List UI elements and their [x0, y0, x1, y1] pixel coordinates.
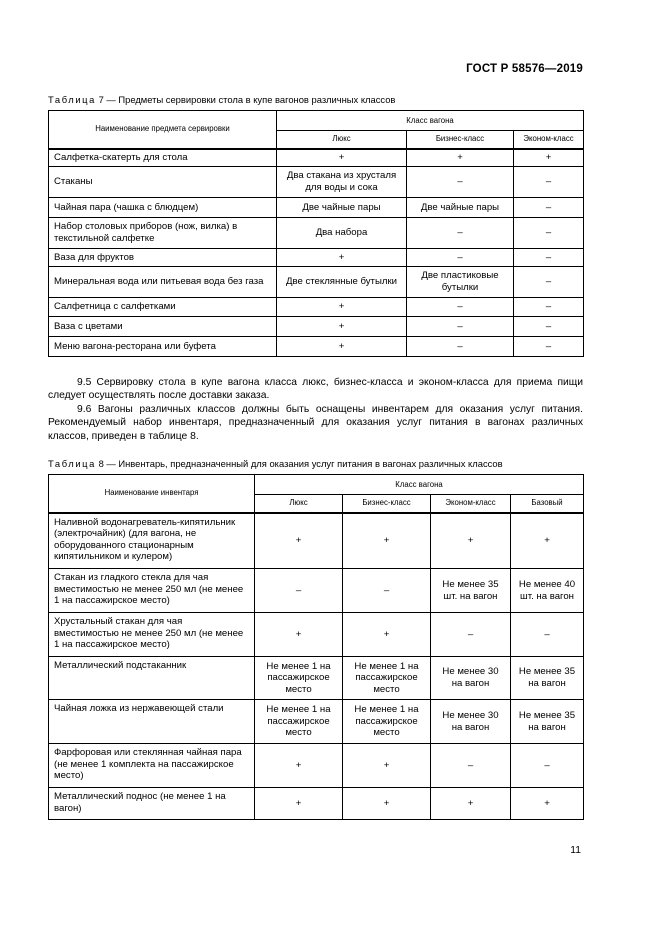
table8-cell: +: [343, 513, 431, 569]
table7-cell: –: [407, 167, 514, 198]
table7-header-class: Люкс: [277, 131, 407, 149]
table-row: [49, 218, 584, 249]
table-row: [49, 788, 584, 820]
table8-item: Чайная ложка из нержавеющей стали: [49, 700, 255, 744]
table7-cell: –: [514, 249, 584, 267]
table8-cell: Не менее 30 на вагон: [431, 657, 511, 700]
table-row: [49, 337, 584, 357]
table7-cell: +: [277, 317, 407, 337]
table7-item: Чайная пара (чашка с блюдцем): [49, 198, 277, 218]
table8-item: Наливной водонагреватель-кипятильник (электрочайник) (для вагона, не оборудованного стационарным кипятильником и кулером): [49, 513, 255, 569]
table8-cell: –: [255, 569, 343, 613]
paragraph-9-5: 9.5 Сервировку стола в купе вагона класса люкс, бизнес-класса и эконом-класса для приема пищи следует осуществлять после доставки заказа.: [48, 377, 583, 402]
table8-item: Хрустальный стакан для чая вместимостью не менее 250 мл (не менее 1 на пассажирское место): [49, 613, 255, 657]
table7-item: Ваза с цветами: [49, 317, 277, 337]
table7-cell: –: [407, 218, 514, 249]
table7-header-group: Класс вагона: [277, 111, 584, 131]
table7-cell: Два набора: [277, 218, 407, 249]
table7-cell: +: [277, 337, 407, 357]
table7: [48, 110, 584, 357]
table7-cell: –: [514, 298, 584, 317]
table8-cell: +: [255, 788, 343, 820]
table7-item: Стаканы: [49, 167, 277, 198]
table8-caption: [48, 458, 503, 469]
table-row: [49, 569, 584, 613]
table-row: [49, 613, 584, 657]
table7-caption-prefix: Таблица: [48, 94, 96, 105]
table8-header-class: Люкс: [255, 495, 343, 513]
table8-cell: +: [343, 613, 431, 657]
table8-cell: –: [343, 569, 431, 613]
table7-cell: Две пластиковые бутылки: [407, 267, 514, 298]
table8-cell: +: [343, 788, 431, 820]
table7-cell: –: [514, 337, 584, 357]
table8-cell: Не менее 40 шт. на вагон: [511, 569, 584, 613]
table8-caption-prefix: Таблица: [48, 458, 96, 469]
table7-cell: +: [514, 149, 584, 167]
table8-header-item: Наименование инвентаря: [49, 475, 255, 513]
table7-cell: –: [514, 317, 584, 337]
table7-item: Салфетница с салфетками: [49, 298, 277, 317]
table8-cell: Не менее 1 на пассажирское место: [255, 700, 343, 744]
table8-cell: +: [343, 744, 431, 788]
table7-item: Ваза для фруктов: [49, 249, 277, 267]
table8-cell: +: [255, 744, 343, 788]
table8-cell: +: [431, 513, 511, 569]
table7-item: Минеральная вода или питьевая вода без газа: [49, 267, 277, 298]
document-code: ГОСТ Р 58576—2019: [466, 63, 583, 75]
paragraph-9-6: 9.6 Вагоны различных классов должны быть оснащены инвентарем для оказания услуг питания. Рекомендуемый набор инвентаря, предназначенный для оказания услуг питания в вагонах различных классов, приведен в таблице 8.: [48, 403, 583, 442]
page-number: 11: [570, 845, 581, 856]
table8-cell: +: [511, 513, 584, 569]
table8-cell: Не менее 30 на вагон: [431, 700, 511, 744]
table8-cell: –: [511, 613, 584, 657]
table-row: [49, 744, 584, 788]
table7-cell: Два стакана из хрусталя для воды и сока: [277, 167, 407, 198]
table7-cell: +: [407, 149, 514, 167]
table7-cell: +: [277, 149, 407, 167]
table7-cell: Две чайные пары: [277, 198, 407, 218]
table8-cell: +: [431, 788, 511, 820]
table8-cell: Не менее 35 на вагон: [511, 700, 584, 744]
table7-header-item: Наименование предмета сервировки: [49, 111, 277, 149]
table7-item: Меню вагона-ресторана или буфета: [49, 337, 277, 357]
table-row: [49, 700, 584, 744]
table-row: [49, 167, 584, 198]
table-row: [49, 317, 584, 337]
table8: [48, 474, 584, 820]
table7-header-class: Бизнес-класс: [407, 131, 514, 149]
table8-item: Металлический подстаканник: [49, 657, 255, 700]
table8-cell: –: [511, 744, 584, 788]
table-row: [49, 198, 584, 218]
table8-cell: –: [431, 744, 511, 788]
table7-cell: –: [514, 167, 584, 198]
table7-cell: –: [407, 298, 514, 317]
table8-cell: Не менее 35 шт. на вагон: [431, 569, 511, 613]
table7-cell: +: [277, 249, 407, 267]
table8-cell: Не менее 1 на пассажирское место: [343, 657, 431, 700]
table7-cell: –: [514, 267, 584, 298]
table7-caption: [48, 94, 395, 105]
table8-cell: Не менее 35 на вагон: [511, 657, 584, 700]
table-row: [49, 249, 584, 267]
table8-item: Металлический поднос (не менее 1 на вагон): [49, 788, 255, 820]
table8-cell: –: [431, 613, 511, 657]
table7-cell: –: [514, 218, 584, 249]
body-text: [48, 376, 583, 443]
table8-cell: +: [511, 788, 584, 820]
table8-cell: Не менее 1 на пассажирское место: [343, 700, 431, 744]
table7-caption-text: 7 — Предметы сервировки стола в купе вагонов различных классов: [95, 94, 396, 105]
table7-item: Салфетка-скатерть для стола: [49, 149, 277, 167]
table8-header-class: Эконом-класс: [431, 495, 511, 513]
table8-item: Стакан из гладкого стекла для чая вместимостью не менее 250 мл (не менее 1 на пассажирское место): [49, 569, 255, 613]
table7-cell: Две чайные пары: [407, 198, 514, 218]
table7-cell: Две стеклянные бутылки: [277, 267, 407, 298]
table7-cell: –: [407, 249, 514, 267]
table-row: [49, 298, 584, 317]
table8-cell: +: [255, 613, 343, 657]
table8-caption-text: 8 — Инвентарь, предназначенный для оказания услуг питания в вагонах различных классов: [95, 458, 503, 469]
table-row: [49, 657, 584, 700]
table8-cell: Не менее 1 на пассажирское место: [255, 657, 343, 700]
table7-cell: –: [407, 337, 514, 357]
table-row: [49, 267, 584, 298]
table8-header-class: Бизнес-класс: [343, 495, 431, 513]
table-row: [49, 513, 584, 569]
table7-cell: –: [407, 317, 514, 337]
table-row: [49, 149, 584, 167]
table8-header-class: Базовый: [511, 495, 584, 513]
table7-cell: +: [277, 298, 407, 317]
table7-header-class: Эконом-класс: [514, 131, 584, 149]
table8-cell: +: [255, 513, 343, 569]
table7-item: Набор столовых приборов (нож, вилка) в текстильной салфетке: [49, 218, 277, 249]
table8-item: Фарфоровая или стеклянная чайная пара (не менее 1 комплекта на пассажирское место): [49, 744, 255, 788]
table8-header-group: Класс вагона: [255, 475, 584, 495]
table7-cell: –: [514, 198, 584, 218]
